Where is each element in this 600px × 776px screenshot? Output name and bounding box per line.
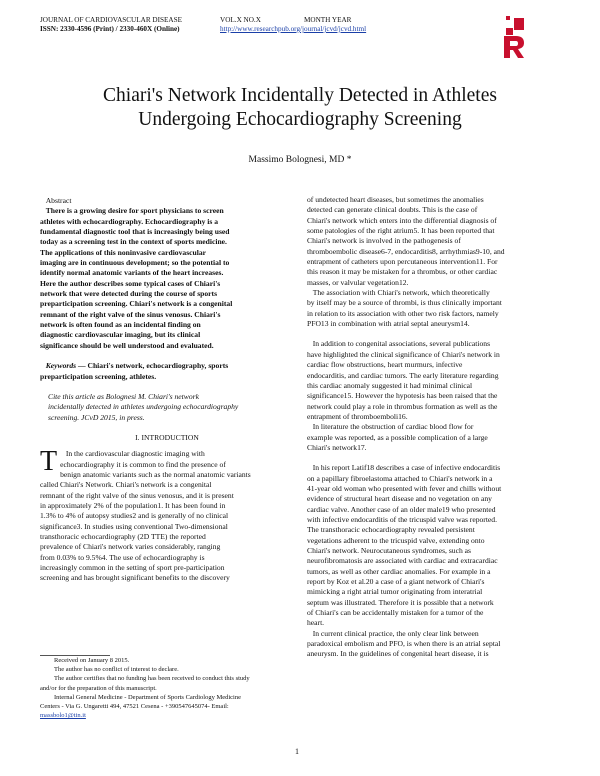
abstract-heading: Abstract bbox=[45, 196, 72, 205]
paragraph: of undetected heart diseases, but sometimes the anomalies detected can generate clinical doubts. This is the case of Chiari's network which enters into the differential diagnosis of some patologies of the right atrium5. It has been reported that Chiari's network is involved in the pathogenesis of thromboembolic disease6-7, endocarditis8, arrhythmias9-10, and entrapment of catheters upon percutaneous intervention11. For this reason it may be mistaken for a thrombus, or other cardiac masses, or valvular vegetation12. bbox=[307, 195, 505, 287]
running-header bbox=[40, 16, 366, 34]
volume: VOL.X NO.X bbox=[220, 16, 261, 24]
article-title: Chiari's Network Incidentally Detected in Athletes Undergoing Echocardiography Screening bbox=[103, 85, 497, 130]
left-column bbox=[40, 196, 294, 584]
intro-paragraph: T In the cardiovascular diagnostic imaging with echocardiography it is common to find the presence of benign anatomic variants such as the normal anatomic variants called Chiari's Network. Chiari's network is a congenital remnant of the right valve of the sinus venosus, and it is present in approximately 2% of the population1. It has been found in 1.3% to 4% of autopsy studies2 and is generally of no clinical significance3. In studies using conventional Two-dimensional transthoracic echocardiography (2D TTE) the reported prevalence of Chiari's network varies considerably, ranging from 0.03% to 9.5%4. The use of echocardiography is increasingly common in the setting of sport pre-participation screening and has brought significant benefits to the discovery bbox=[40, 446, 251, 583]
issue-date: MONTH YEAR bbox=[304, 16, 352, 24]
paragraph: The association with Chiari's network, which theoretically by itself may be a source of thrombi, is thus clinically important in relation to its association with other two risk factors, namely PFO13 in combination with atrial septal aneurysm14. bbox=[307, 288, 502, 329]
paragraph: In his report Latif18 describes a case of infective endocarditis on a papillary fibroelastoma attached to Chiari's network in a 41-year old woman who presented with fever and chills without evidence of structural heart disease and no vegetation on any cardiac valve. Another case of an older male19 who presented with infective endocarditis of the tricuspid valve was reported. The transthoracic echocardiography revealed persistent vegetations adherent to the tricuspid valve, extending onto Chiari's network. Neurocutaneous syndromes, such as neurofibromatosis are associated with cardiac and extracardiac tumors, as well as other cardiac anomalies. For example in a report by Koz et al.20 a case of a giant network of Chiari's mimicking a right atrial tumor originating from interatrial septum was illustrated. Therefore it is possible that a network of Chiari's can be accidentally mistaken for a tumor of the heart. bbox=[307, 463, 502, 628]
right-column bbox=[307, 195, 561, 660]
citation-note: Cite this article as Bolognesi M. Chiari's network incidentally detected in athletes undergoing echocardiography screening. JCvD 2015, in press. bbox=[48, 391, 239, 422]
issn: ISSN: 2330-4596 (Print) / 2330-460X (Online) bbox=[40, 25, 180, 33]
author-email[interactable]: massbolo1@tin.it bbox=[40, 712, 86, 720]
section-heading-introduction: I. INTRODUCTION bbox=[135, 432, 199, 442]
keywords: Keywords — Chiari's network, echocardiography, sports preparticipation screening, athletes. bbox=[40, 361, 229, 381]
author-line: Massimo Bolognesi, MD * bbox=[248, 155, 352, 165]
journal-logo-icon bbox=[500, 16, 528, 58]
journal-name: JOURNAL OF CARDIOVASCULAR DISEASE bbox=[40, 16, 182, 24]
journal-url[interactable]: http://www.researchpub.org/journal/jcvd/jcvd.html bbox=[220, 25, 367, 33]
paragraph: In literature the obstruction of cardiac blood flow for example was reported, as a possible complication of a large Chiari's network17. bbox=[307, 422, 488, 452]
footnotes: Received on January 8 2015. The author has no conflict of interest to declare. The author certifies that no funding has been received to conduct this study and/or for the preparation of this manuscript. Internal General Medicine - Department of Sports Cardiology Medicine Centers - Via G. Ungaretti 494, 47521 Cesena - +390547645074- Email: massbolo1@tin.it bbox=[40, 656, 298, 720]
paragraph: In current clinical practice, the only clear link between paradoxical embolism and PFO, is when there is an atrial septal aneurysm. In the guidelines of congenital heart disease, it is bbox=[307, 628, 501, 659]
abstract-body: There is a growing desire for sport physicians to screen athletes with echocardiography. Echocardiography is a fundamental diagnostic tool that is increasingly being used today as a screening test in the context of sports medicine. The applications of this noninvasive cardiovascular imaging are in continuous development; so the potential to identify normal anatomic variants of the heart increases. Here the author describes some typical cases of Chiari's network that were detected during the course of sports preparticipation screening. Chiari's network is a congenital remnant of the right valve of the sinus venosus. Chiari's network is often found as an incidental finding on diagnostic cardiovascular imaging, but its clinical significance should be well understood and evaluated. bbox=[40, 206, 233, 350]
page-number: 1 bbox=[295, 747, 299, 756]
drop-cap: T bbox=[40, 446, 58, 478]
paragraph: In addition to congenital associations, several publications have highlighted the clinical significance of Chiari's network in cardiac flow obstructions, heart murmurs, infective endocarditis, and cardiac tumors. The early literature regarding this cardiac anomaly suggested it had minimal clinical significance15. However the hypotesis has been raised that the network could play a role in thrombus formation as well as the entrapment of thromboemboli16. bbox=[307, 339, 500, 421]
